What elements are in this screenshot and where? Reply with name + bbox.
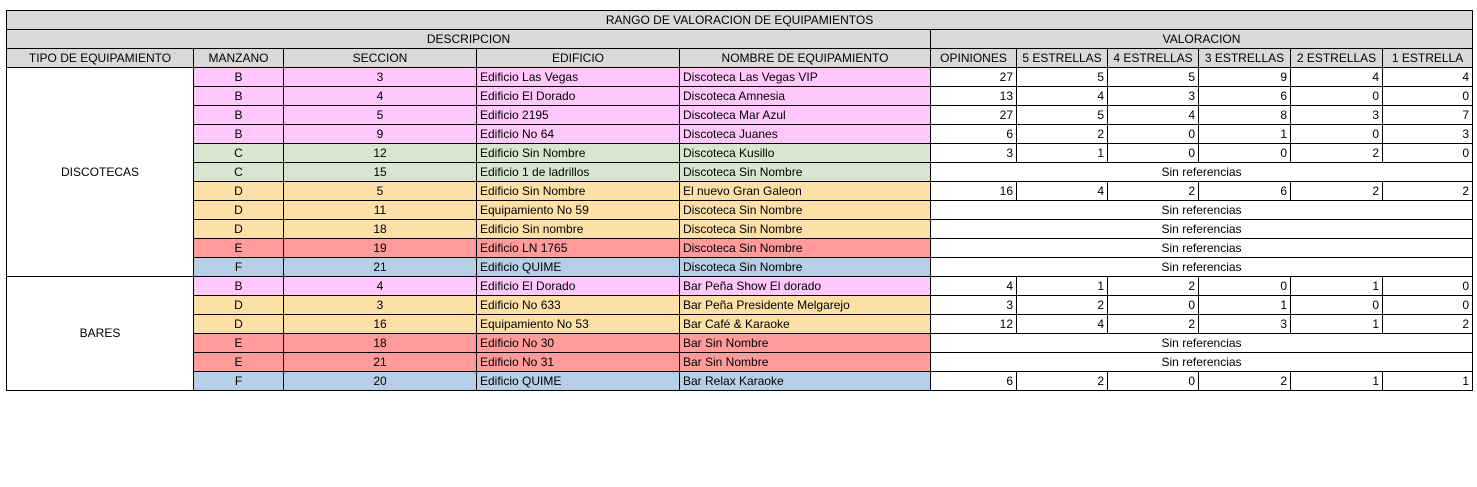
seccion-cell: 3 <box>284 296 477 315</box>
col-4-estrellas-header: 4 ESTRELLAS <box>1108 49 1199 68</box>
2-estrellas-cell: 1 <box>1291 372 1383 391</box>
1-estrella-cell: 2 <box>1383 182 1473 201</box>
5-estrellas-cell: 4 <box>1017 87 1108 106</box>
opiniones-cell: 6 <box>931 372 1017 391</box>
3-estrellas-cell: 3 <box>1199 315 1291 334</box>
sin-referencias-cell: Sin referencias <box>931 239 1473 258</box>
2-estrellas-cell: 0 <box>1291 125 1383 144</box>
sin-referencias-cell: Sin referencias <box>931 258 1473 277</box>
edificio-cell: Equipamiento No 53 <box>477 315 680 334</box>
3-estrellas-cell: 6 <box>1199 182 1291 201</box>
seccion-cell: 21 <box>284 353 477 372</box>
col-3-estrellas-header: 3 ESTRELLAS <box>1199 49 1291 68</box>
3-estrellas-cell: 9 <box>1199 68 1291 87</box>
col-5-estrellas-header: 5 ESTRELLAS <box>1017 49 1108 68</box>
table-row <box>7 296 1473 315</box>
manzano-cell: D <box>194 315 284 334</box>
manzano-cell: D <box>194 296 284 315</box>
2-estrellas-cell: 3 <box>1291 106 1383 125</box>
edificio-cell: Edificio Las Vegas <box>477 68 680 87</box>
table-row <box>7 87 1473 106</box>
edificio-cell: Edificio No 633 <box>477 296 680 315</box>
seccion-cell: 15 <box>284 163 477 182</box>
4-estrellas-cell: 2 <box>1108 277 1199 296</box>
2-estrellas-cell: 1 <box>1291 315 1383 334</box>
3-estrellas-cell: 2 <box>1199 372 1291 391</box>
manzano-cell: B <box>194 106 284 125</box>
opiniones-cell: 27 <box>931 106 1017 125</box>
table-body <box>7 68 1473 391</box>
table-title: RANGO DE VALORACION DE EQUIPAMIENTOS <box>7 11 1473 30</box>
table-row <box>7 125 1473 144</box>
4-estrellas-cell: 4 <box>1108 106 1199 125</box>
manzano-cell: F <box>194 258 284 277</box>
manzano-cell: E <box>194 353 284 372</box>
descripcion-header: DESCRIPCION <box>7 30 931 49</box>
2-estrellas-cell: 0 <box>1291 296 1383 315</box>
edificio-cell: Edificio 2195 <box>477 106 680 125</box>
nombre-cell: Bar Peña Show El dorado <box>680 277 931 296</box>
col-manzano-header: MANZANO <box>194 49 284 68</box>
1-estrella-cell: 2 <box>1383 315 1473 334</box>
col-seccion-header: SECCION <box>284 49 477 68</box>
edificio-cell: Edificio QUIME <box>477 258 680 277</box>
manzano-cell: B <box>194 68 284 87</box>
seccion-cell: 3 <box>284 68 477 87</box>
nombre-cell: Discoteca Sin Nombre <box>680 239 931 258</box>
col-edificio-header: EDIFICIO <box>477 49 680 68</box>
5-estrellas-cell: 2 <box>1017 296 1108 315</box>
opiniones-cell: 12 <box>931 315 1017 334</box>
2-estrellas-cell: 1 <box>1291 277 1383 296</box>
manzano-cell: F <box>194 372 284 391</box>
seccion-cell: 19 <box>284 239 477 258</box>
opiniones-cell: 3 <box>931 296 1017 315</box>
manzano-cell: D <box>194 220 284 239</box>
col-opiniones-header: OPINIONES <box>931 49 1017 68</box>
nombre-cell: Discoteca Sin Nombre <box>680 220 931 239</box>
seccion-cell: 18 <box>284 334 477 353</box>
edificio-cell: Edificio Sin Nombre <box>477 182 680 201</box>
table-row <box>7 220 1473 239</box>
col-nombre-header: NOMBRE DE EQUIPAMIENTO <box>680 49 931 68</box>
nombre-cell: Bar Sin Nombre <box>680 334 931 353</box>
1-estrella-cell: 0 <box>1383 144 1473 163</box>
4-estrellas-cell: 2 <box>1108 182 1199 201</box>
1-estrella-cell: 3 <box>1383 125 1473 144</box>
5-estrellas-cell: 2 <box>1017 372 1108 391</box>
table-row <box>7 258 1473 277</box>
seccion-cell: 5 <box>284 182 477 201</box>
seccion-cell: 4 <box>284 87 477 106</box>
sin-referencias-cell: Sin referencias <box>931 163 1473 182</box>
2-estrellas-cell: 0 <box>1291 87 1383 106</box>
nombre-cell: Discoteca Sin Nombre <box>680 163 931 182</box>
3-estrellas-cell: 0 <box>1199 277 1291 296</box>
5-estrellas-cell: 1 <box>1017 144 1108 163</box>
1-estrella-cell: 0 <box>1383 296 1473 315</box>
manzano-cell: B <box>194 277 284 296</box>
sin-referencias-cell: Sin referencias <box>931 353 1473 372</box>
seccion-cell: 5 <box>284 106 477 125</box>
sin-referencias-cell: Sin referencias <box>931 220 1473 239</box>
seccion-cell: 12 <box>284 144 477 163</box>
seccion-cell: 20 <box>284 372 477 391</box>
2-estrellas-cell: 2 <box>1291 182 1383 201</box>
nombre-cell: Discoteca Juanes <box>680 125 931 144</box>
manzano-cell: D <box>194 182 284 201</box>
nombre-cell: Discoteca Amnesia <box>680 87 931 106</box>
table-row <box>7 106 1473 125</box>
nombre-cell: Discoteca Sin Nombre <box>680 258 931 277</box>
table-row <box>7 315 1473 334</box>
manzano-cell: C <box>194 144 284 163</box>
manzano-cell: E <box>194 239 284 258</box>
5-estrellas-cell: 4 <box>1017 182 1108 201</box>
seccion-cell: 16 <box>284 315 477 334</box>
5-estrellas-cell: 2 <box>1017 125 1108 144</box>
sin-referencias-cell: Sin referencias <box>931 201 1473 220</box>
seccion-cell: 4 <box>284 277 477 296</box>
col-2-estrellas-header: 2 ESTRELLAS <box>1291 49 1383 68</box>
manzano-cell: B <box>194 87 284 106</box>
edificio-cell: Edificio El Dorado <box>477 87 680 106</box>
edificio-cell: Edificio Sin Nombre <box>477 144 680 163</box>
edificio-cell: Equipamiento No 59 <box>477 201 680 220</box>
seccion-cell: 18 <box>284 220 477 239</box>
edificio-cell: Edificio No 64 <box>477 125 680 144</box>
3-estrellas-cell: 6 <box>1199 87 1291 106</box>
opiniones-cell: 6 <box>931 125 1017 144</box>
4-estrellas-cell: 0 <box>1108 372 1199 391</box>
table-row <box>7 239 1473 258</box>
sin-referencias-cell: Sin referencias <box>931 334 1473 353</box>
1-estrella-cell: 0 <box>1383 277 1473 296</box>
3-estrellas-cell: 0 <box>1199 144 1291 163</box>
5-estrellas-cell: 5 <box>1017 106 1108 125</box>
opiniones-cell: 27 <box>931 68 1017 87</box>
manzano-cell: D <box>194 201 284 220</box>
edificio-cell: Edificio 1 de ladrillos <box>477 163 680 182</box>
nombre-cell: Bar Peña Presidente Melgarejo <box>680 296 931 315</box>
4-estrellas-cell: 2 <box>1108 315 1199 334</box>
seccion-cell: 11 <box>284 201 477 220</box>
1-estrella-cell: 7 <box>1383 106 1473 125</box>
manzano-cell: C <box>194 163 284 182</box>
edificio-cell: Edificio Sin nombre <box>477 220 680 239</box>
4-estrellas-cell: 0 <box>1108 296 1199 315</box>
nombre-cell: Bar Relax Karaoke <box>680 372 931 391</box>
edificio-cell: Edificio No 31 <box>477 353 680 372</box>
valoracion-header: VALORACION <box>931 30 1473 49</box>
edificio-cell: Edificio No 30 <box>477 334 680 353</box>
nombre-cell: Discoteca Las Vegas VIP <box>680 68 931 87</box>
table-row <box>7 201 1473 220</box>
5-estrellas-cell: 1 <box>1017 277 1108 296</box>
nombre-cell: Discoteca Mar Azul <box>680 106 931 125</box>
2-estrellas-cell: 2 <box>1291 144 1383 163</box>
nombre-cell: El nuevo Gran Galeon <box>680 182 931 201</box>
group-label: BARES <box>7 277 194 391</box>
table-row <box>7 353 1473 372</box>
valoracion-table <box>6 10 1473 391</box>
col-tipo-header: TIPO DE EQUIPAMIENTO <box>7 49 194 68</box>
5-estrellas-cell: 5 <box>1017 68 1108 87</box>
nombre-cell: Discoteca Kusillo <box>680 144 931 163</box>
nombre-cell: Bar Sin Nombre <box>680 353 931 372</box>
table-row <box>7 182 1473 201</box>
1-estrella-cell: 1 <box>1383 372 1473 391</box>
table-row <box>7 277 1473 296</box>
edificio-cell: Edificio QUIME <box>477 372 680 391</box>
table-row <box>7 144 1473 163</box>
4-estrellas-cell: 0 <box>1108 144 1199 163</box>
opiniones-cell: 13 <box>931 87 1017 106</box>
2-estrellas-cell: 4 <box>1291 68 1383 87</box>
table-row <box>7 68 1473 87</box>
seccion-cell: 9 <box>284 125 477 144</box>
4-estrellas-cell: 3 <box>1108 87 1199 106</box>
table-row <box>7 163 1473 182</box>
opiniones-cell: 4 <box>931 277 1017 296</box>
4-estrellas-cell: 0 <box>1108 125 1199 144</box>
group-label: DISCOTECAS <box>7 68 194 277</box>
opiniones-cell: 3 <box>931 144 1017 163</box>
manzano-cell: E <box>194 334 284 353</box>
1-estrella-cell: 4 <box>1383 68 1473 87</box>
4-estrellas-cell: 5 <box>1108 68 1199 87</box>
1-estrella-cell: 0 <box>1383 87 1473 106</box>
3-estrellas-cell: 1 <box>1199 296 1291 315</box>
col-1-estrella-header: 1 ESTRELLA <box>1383 49 1473 68</box>
table-row <box>7 334 1473 353</box>
edificio-cell: Edificio LN 1765 <box>477 239 680 258</box>
seccion-cell: 21 <box>284 258 477 277</box>
opiniones-cell: 16 <box>931 182 1017 201</box>
3-estrellas-cell: 8 <box>1199 106 1291 125</box>
5-estrellas-cell: 4 <box>1017 315 1108 334</box>
manzano-cell: B <box>194 125 284 144</box>
table-row <box>7 372 1473 391</box>
edificio-cell: Edificio El Dorado <box>477 277 680 296</box>
nombre-cell: Bar Café & Karaoke <box>680 315 931 334</box>
nombre-cell: Discoteca Sin Nombre <box>680 201 931 220</box>
3-estrellas-cell: 1 <box>1199 125 1291 144</box>
